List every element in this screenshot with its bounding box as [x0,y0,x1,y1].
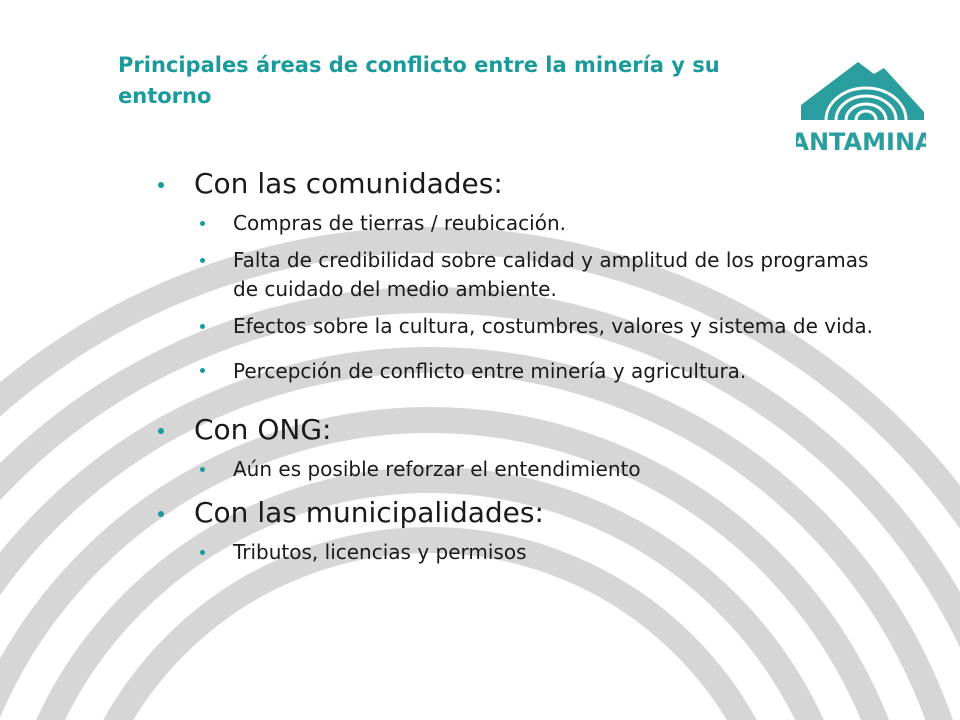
section-heading-ong: Con ONG: [158,411,898,449]
antamina-logo [796,50,926,160]
bullet-icon [200,368,205,373]
bullet-icon [200,550,205,555]
section-heading-comunidades: Con las comunidades: [158,165,898,203]
list-item: Tributos, licencias y permisos [158,538,898,567]
bullet-icon [158,182,164,188]
list-item: Aún es posible reforzar el entendimiento [158,455,898,484]
bullet-icon [200,221,205,226]
page-title: Principales áreas de conflicto entre la minería y su entorno [118,53,720,108]
bullet-icon [158,511,164,517]
bullet-icon [200,467,205,472]
bullet-list [158,165,898,567]
mountain-arcs-icon [796,50,926,160]
logo-text: ANTAMINA [796,128,926,156]
list-item: Percepción de conflicto entre minería y agricultura. [158,349,898,393]
bullet-icon [200,258,205,263]
list-item: Falta de credibilidad sobre calidad y amplitud de los programas de cuidado del medio ambiente. [158,246,898,304]
bullet-icon [200,324,205,329]
list-item: Compras de tierras / reubicación. [158,209,898,238]
section-heading-municipalidades: Con las municipalidades: [158,494,898,532]
bullet-icon [158,428,164,434]
list-item: Efectos sobre la cultura, costumbres, valores y sistema de vida. [158,312,898,341]
